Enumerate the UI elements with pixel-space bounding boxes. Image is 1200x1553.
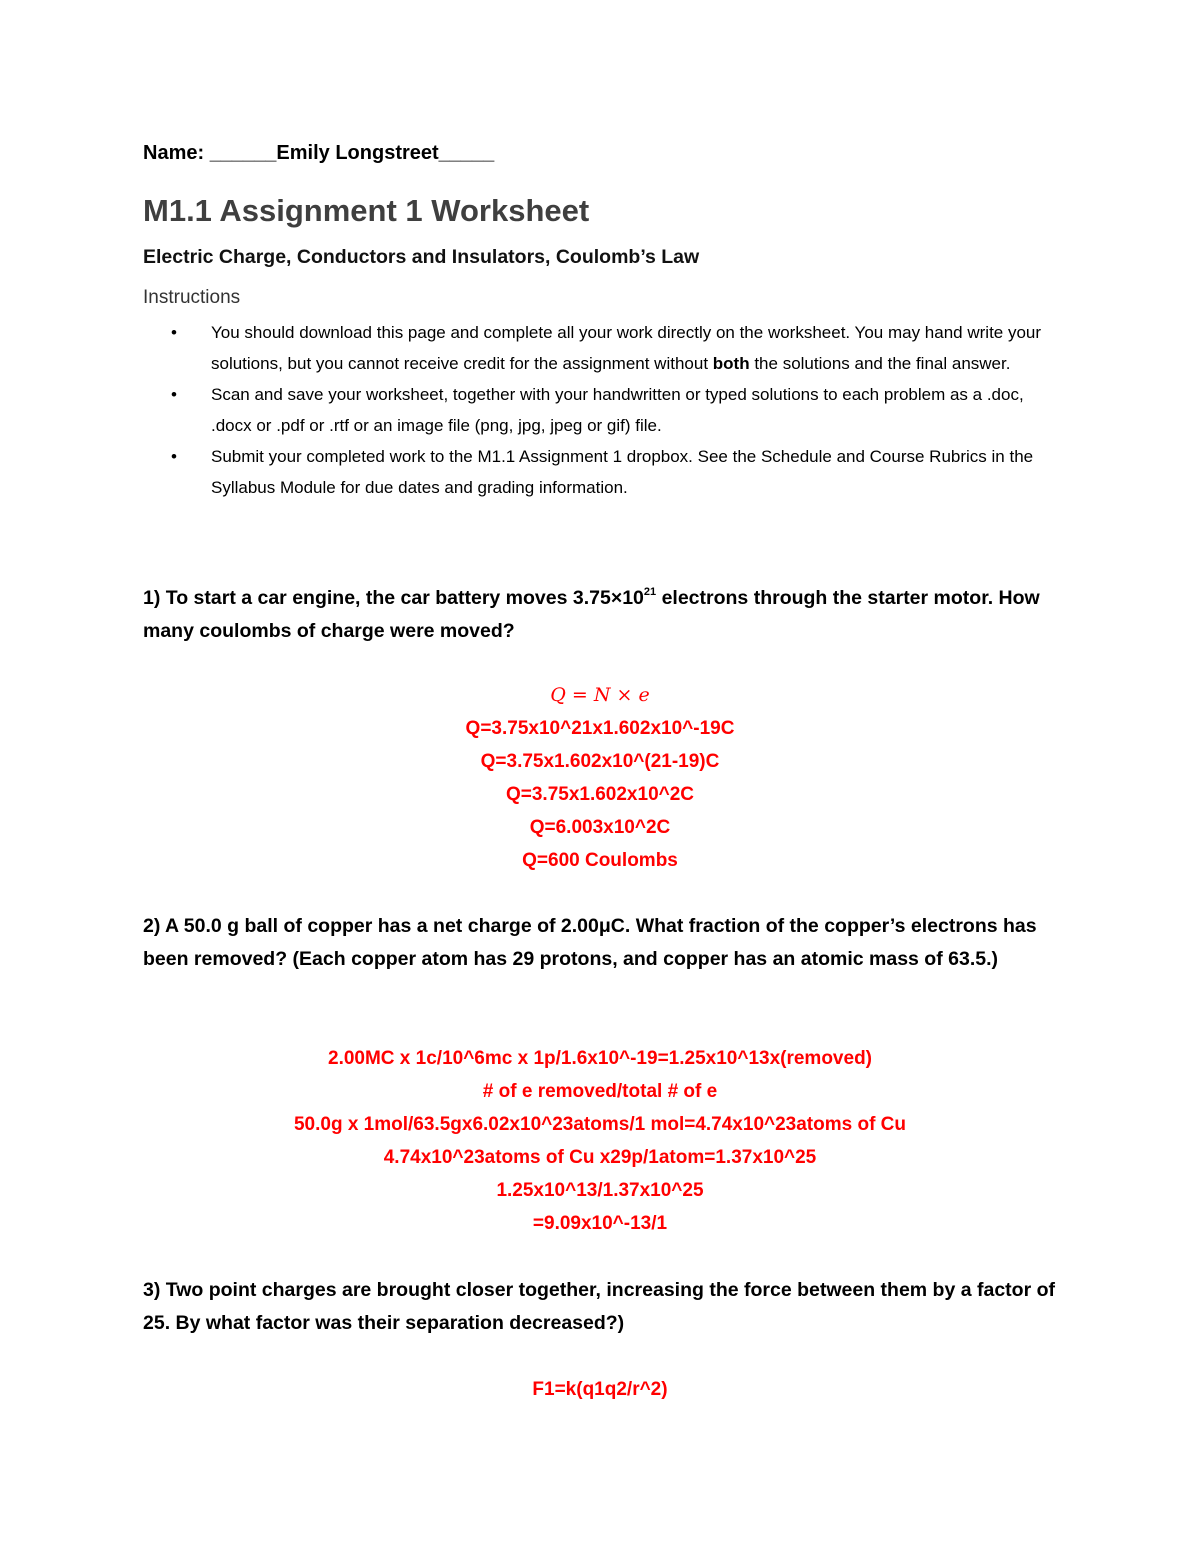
answer-line: 1.25x10^13/1.37x10^25 — [496, 1180, 704, 1201]
question-1-exponent: 21 — [643, 586, 657, 598]
question-1-text-continued: electrons through the starter motor. How many coulombs of charge were moved? — [143, 587, 1040, 642]
question-3: 3) Two point charges are brought closer together, increasing the force between them by a factor of 25. By what factor was their separation decreased?) — [143, 1279, 1055, 1334]
answer-2 — [150, 1042, 1050, 1240]
question-2: 2) A 50.0 g ball of copper has a net charge of 2.00μC. What fraction of the copper’s electrons has been removed? (Each copper atom has 29 protons, and copper has an atomic mass of 63.5.) — [143, 915, 1037, 970]
answer-line: 2.00MC x 1c/10^6mc x 1p/1.6x10^-19=1.25x10^13x(removed) — [328, 1048, 872, 1069]
page-title: M1.1 Assignment 1 Worksheet — [143, 193, 590, 228]
answer-3 — [150, 1373, 1050, 1406]
answer-line: 50.0g x 1mol/63.5gx6.02x10^23atoms/1 mol=4.74x10^23atoms of Cu — [293, 1114, 907, 1135]
bullet-icon: • — [171, 385, 177, 404]
answer-line: Q=6.003x10^2C — [529, 817, 671, 838]
instruction-emphasis: both — [712, 353, 750, 373]
instructions-heading: Instructions — [143, 287, 241, 308]
answer-line: # of e removed/total # of e — [482, 1081, 718, 1102]
page-subtitle: Electric Charge, Conductors and Insulators, Coulomb’s Law — [143, 246, 700, 268]
answer-line: Q=3.75x1.602x10^2C — [505, 784, 695, 805]
answer-1 — [150, 679, 1050, 877]
answer-line: 4.74x10^23atoms of Cu x29p/1atom=1.37x10^25 — [383, 1147, 817, 1168]
answer-line: Q=3.75x10^21x1.602x10^-19C — [465, 718, 735, 739]
answer-line: Q=600 Coulombs — [522, 850, 678, 871]
instruction-item-download — [143, 318, 1063, 379]
answer-line: =9.09x10^-13/1 — [532, 1213, 668, 1234]
instruction-text: You should download this page and complete all your work directly on the worksheet. You may hand write your solutions, but you cannot receive credit for the assignment without — [211, 323, 1042, 373]
bullet-icon: • — [171, 323, 177, 342]
question-1 — [143, 582, 1063, 647]
instruction-text: Scan and save your worksheet, together with your handwritten or typed solutions to each problem as a .doc, .docx or .pdf or .rtf or an image file (png, jpg, jpeg or gif) file. — [211, 385, 1024, 435]
bullet-icon: • — [171, 447, 177, 466]
answer-line: F1=k(q1q2/r^2) — [532, 1379, 668, 1400]
question-1-text: 1) To start a car engine, the car battery moves 3.75×10 — [143, 587, 644, 609]
instruction-item-submit — [143, 442, 1063, 503]
instruction-text: the solutions and the final answer. — [749, 353, 1011, 373]
answer-line: Q=3.75x1.602x10^(21-19)C — [480, 751, 720, 772]
answer-line: 𝑄 = 𝑁 × 𝑒 — [550, 684, 650, 706]
student-name-line: Name: ______Emily Longstreet_____ — [143, 142, 495, 164]
instruction-item-scan — [143, 380, 1063, 441]
instructions-list — [143, 318, 1063, 504]
instruction-text: Submit your completed work to the M1.1 Assignment 1 dropbox. See the Schedule and Course Rubrics in the Syllabus Module for due dates and grading information. — [211, 447, 1034, 497]
